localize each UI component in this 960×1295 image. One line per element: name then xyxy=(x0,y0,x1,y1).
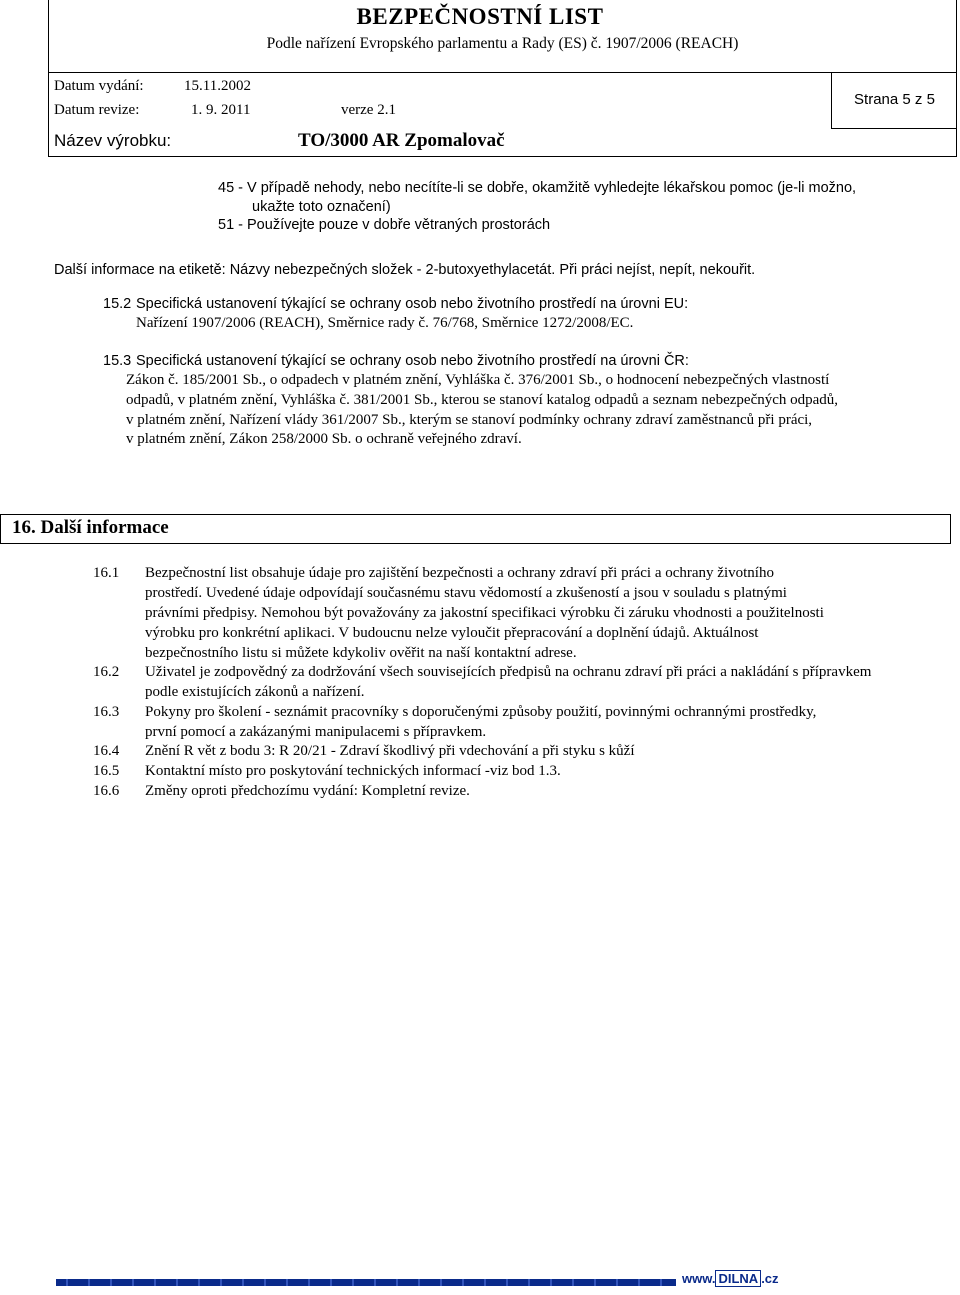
section-16-item-line: první pomocí a zakázanými manipulacemi s přípravkem. xyxy=(145,724,487,740)
section-16-item-number: 16.1 xyxy=(93,565,120,581)
s15-3-line1: Specifická ustanovení týkající se ochrany osob nebo životního prostředí na úrovni ČR: xyxy=(136,353,689,369)
label-info: Další informace na etiketě: Názvy nebezpečných složek - 2-butoxyethylacetát. Při práci nejíst, nepít, nekouřit. xyxy=(54,262,756,278)
section-16-title: 16. Další informace xyxy=(12,517,169,538)
product-label: Název výrobku: xyxy=(54,131,172,150)
section-16-item-line: právními předpisy. Nemohou být považovány za jakostní specifikaci výrobku či záruku vhodnosti a použitelnosti xyxy=(145,605,824,621)
section-16-item-number: 16.4 xyxy=(93,743,120,759)
logo-box: DILNA xyxy=(715,1270,761,1287)
section-16-item-line: Bezpečnostní list obsahuje údaje pro zajištění bezpečnosti a ochrany zdraví při práci a ochrany životního xyxy=(145,565,774,581)
section-16-item-number: 16.6 xyxy=(93,783,120,799)
logo-pre: www. xyxy=(682,1271,716,1286)
s15-3-number: 15.3 xyxy=(103,353,132,369)
section-16-item-line: podle existujících zákonů a nařízení. xyxy=(145,684,365,700)
section-16-item-number: 16.2 xyxy=(93,664,120,680)
section-16-item-line: Pokyny pro školení - seznámit pracovníky s doporučenými způsoby použití, povinnými ochrannými prostředky, xyxy=(145,704,817,720)
document-subtitle: Podle nařízení Evropského parlamentu a Rady (ES) č. 1907/2006 (REACH) xyxy=(266,35,739,52)
section-16-item-number: 16.5 xyxy=(93,763,120,779)
s15-2-line2: Nařízení 1907/2006 (REACH), Směrnice rady č. 76/768, Směrnice 1272/2008/EC. xyxy=(136,315,634,331)
header-divider xyxy=(48,72,957,73)
document-title: BEZPEČNOSTNÍ LIST xyxy=(356,4,604,29)
section-16-item-line: Změny oproti předchozímu vydání: Kompletní revize. xyxy=(145,783,470,799)
section-16-item-line: Znění R vět z bodu 3: R 20/21 - Zdraví škodlivý při vdechování a při styku s kůží xyxy=(145,743,635,759)
s15-3-line2: Zákon č. 185/2001 Sb., o odpadech v platném znění, Vyhláška č. 376/2001 Sb., o hodnocení nebezpečných vlastností xyxy=(126,372,830,388)
s15-2-number: 15.2 xyxy=(103,296,132,312)
section-16-item-line: Kontaktní místo pro poskytování technických informací -viz bod 1.3. xyxy=(145,763,561,779)
section-16-item-line: Uživatel je zodpovědný za dodržování všech souvisejících předpisů na ochranu zdraví při práci a nakládání s přípravkem xyxy=(145,664,872,680)
s15-3-line5: v platném znění, Zákon 258/2000 Sb. o ochraně veřejného zdraví. xyxy=(126,431,522,447)
section-16-item-number: 16.3 xyxy=(93,704,120,720)
footer-bar xyxy=(56,1279,676,1286)
section-16-item-line: bezpečnostního listu si můžete kdykoliv ověřit na naší kontaktní adrese. xyxy=(145,645,577,661)
revision-date-value: 1. 9. 2011 xyxy=(191,102,251,118)
s45-line2: ukažte toto označení) xyxy=(252,199,391,215)
s15-2-line1: Specifická ustanovení týkající se ochrany osob nebo životního prostředí na úrovni EU: xyxy=(136,296,689,312)
page-number: Strana 5 z 5 xyxy=(854,91,935,108)
s15-3-line4: v platném znění, Nařízení vlády 361/2007 Sb., kterým se stanoví podmínky ochrany zdraví zaměstnanců při práci, xyxy=(126,412,813,428)
section-16-item-line: prostředí. Uvedené údaje odpovídají současnému stavu vědomostí a zkušeností a jsou v souladu s platnými xyxy=(145,585,787,601)
version: verze 2.1 xyxy=(341,102,396,118)
s45-line1: 45 - V případě nehody, nebo necítíte-li se dobře, okamžitě vyhledejte lékařskou pomoc (je-li možno, xyxy=(218,180,857,196)
footer-logo xyxy=(682,1271,779,1286)
page-box-bottom xyxy=(831,128,957,129)
logo-post: .cz xyxy=(761,1271,779,1286)
product-name: TO/3000 AR Zpomalovač xyxy=(298,130,505,151)
section-16-item-line: výrobku pro konkrétní aplikaci. V budoucnu nelze vyloučit přepracování a doplnění údajů. Aktuálnost xyxy=(145,625,759,641)
issue-date-label: Datum vydání: xyxy=(54,78,144,94)
issue-date-value: 15.11.2002 xyxy=(184,78,251,94)
s51-line: 51 - Používejte pouze v dobře větraných prostorách xyxy=(218,217,551,233)
revision-date-label: Datum revize: xyxy=(54,102,140,118)
s15-3-line3: odpadů, v platném znění, Vyhláška č. 381/2001 Sb., kterou se stanoví katalog odpadů a seznam nebezpečných odpadů, xyxy=(126,392,839,408)
